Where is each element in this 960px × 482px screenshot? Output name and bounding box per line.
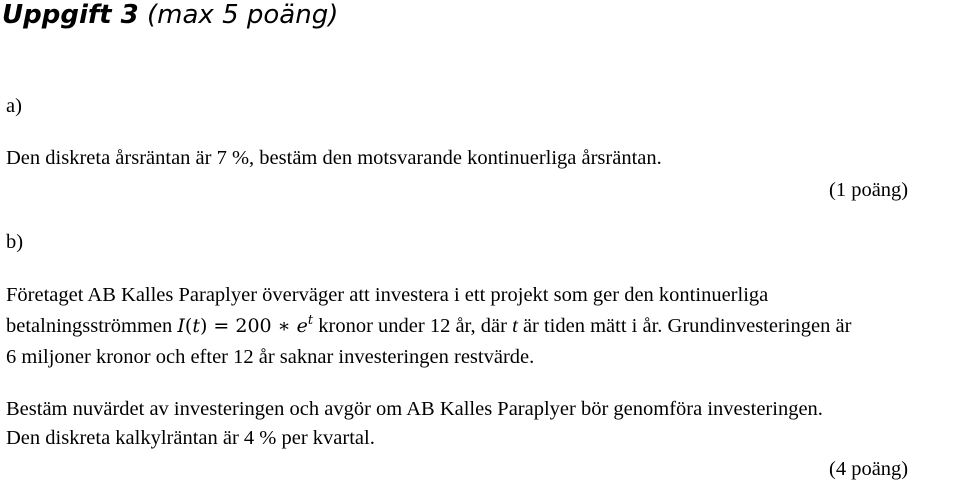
formula-body: ) = 200 ∗ <box>199 315 297 337</box>
part-b-points: (4 poäng) <box>829 458 909 480</box>
part-a-question: Den diskreta årsräntan är 7 %, bestäm den motsvarande kontinuerliga årsräntan. <box>6 147 662 169</box>
line-2-end: är tiden mätt i år. Grundinvesteringen är <box>517 315 852 337</box>
cash-flow-formula <box>177 315 313 337</box>
part-b-label: b) <box>6 231 24 253</box>
assignment-max-points: (max 5 poäng) <box>147 0 339 30</box>
formula-base: e <box>296 315 308 337</box>
line-2-variable: t <box>512 315 518 337</box>
part-b-line-1: Företaget AB Kalles Paraplyer överväger att investera i ett projekt som ger den kontinuerliga <box>6 284 769 306</box>
line-2-start: betalningsströmmen <box>6 315 173 337</box>
formula-variable: t <box>192 315 200 337</box>
formula-exponent: t <box>307 313 314 328</box>
part-b-line-2 <box>6 314 851 338</box>
assignment-number: Uppgift 3 <box>2 0 139 30</box>
formula-open: ( <box>184 315 193 337</box>
part-b-line-3: 6 miljoner kronor och efter 12 år saknar investeringen restvärde. <box>6 346 535 368</box>
part-a-label: a) <box>6 95 22 117</box>
assignment-heading <box>2 0 338 32</box>
part-a-points: (1 poäng) <box>829 179 909 201</box>
part-b-line-5: Den diskreta kalkylräntan är 4 % per kvartal. <box>6 427 375 449</box>
part-b-line-4: Bestäm nuvärdet av investeringen och avgör om AB Kalles Paraplyer bör genomföra investeringen. <box>6 398 823 420</box>
formula-function: I <box>177 315 185 337</box>
line-2-mid: kronor under 12 år, där <box>313 315 513 337</box>
